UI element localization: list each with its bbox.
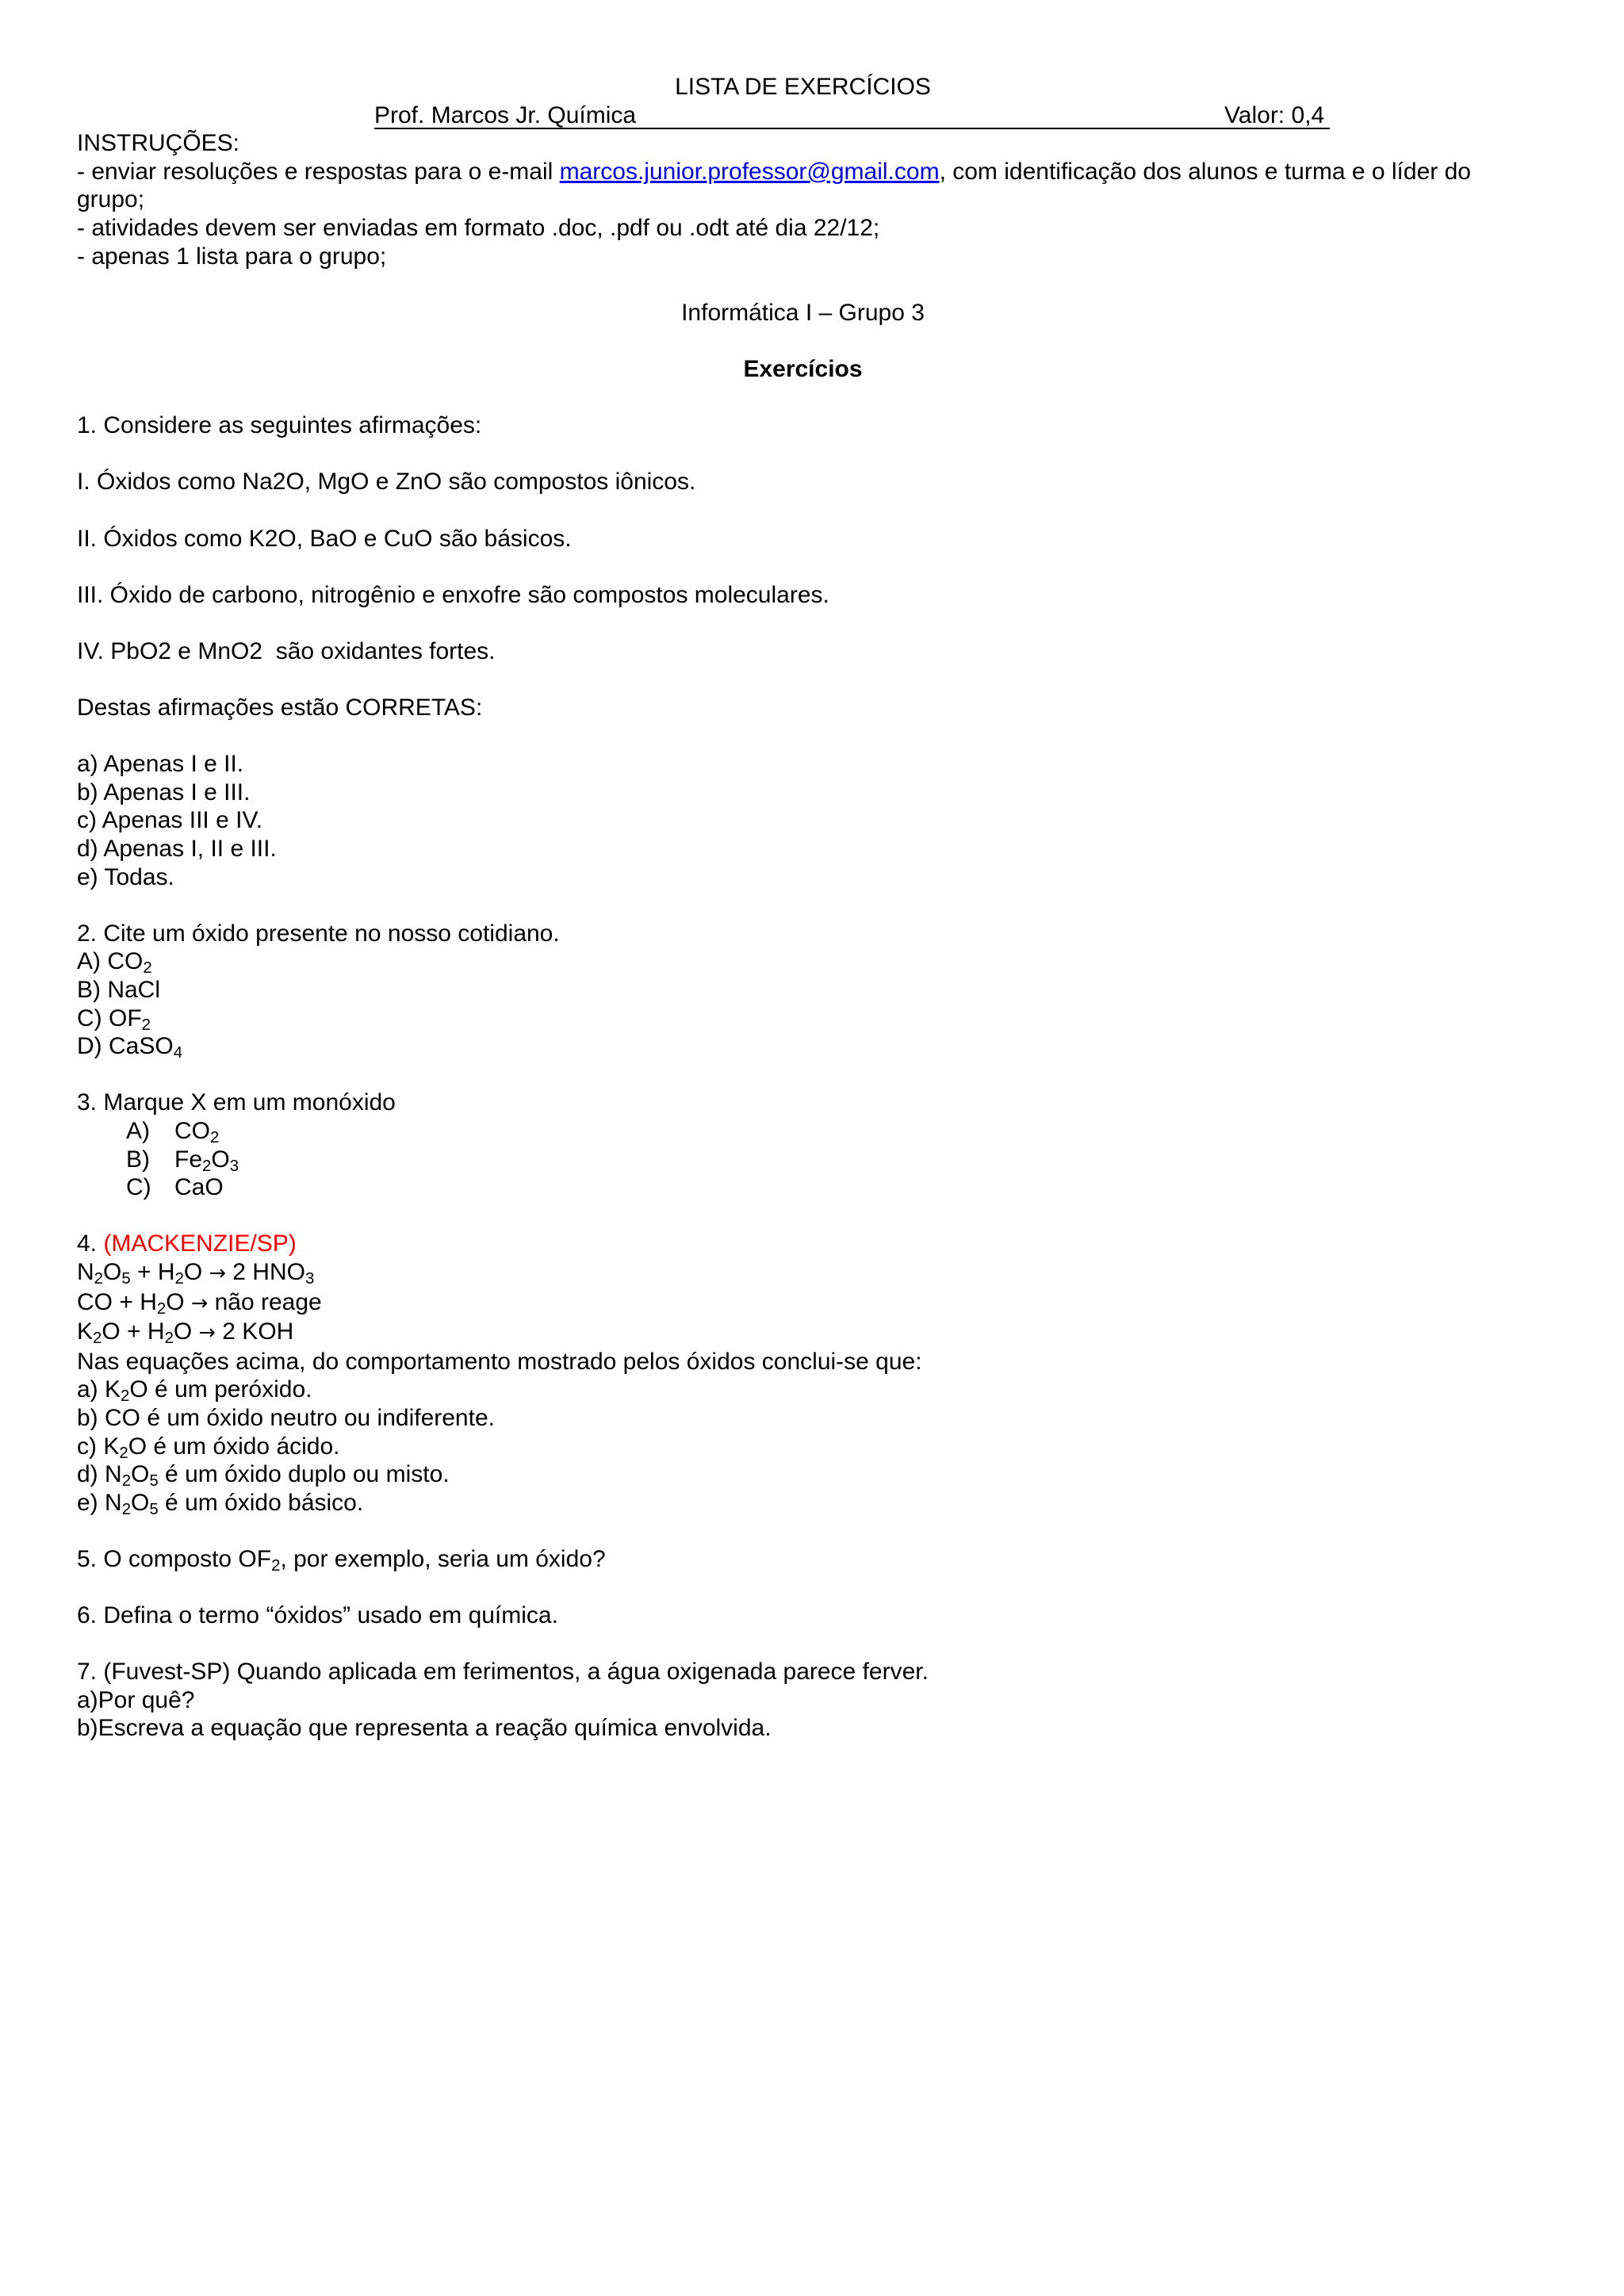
subscript: 2 xyxy=(143,959,152,978)
option-letter: C) xyxy=(126,1174,151,1201)
subscript: 2 xyxy=(202,1157,212,1175)
formula-text: 2 KOH xyxy=(215,1318,294,1345)
q4-equation xyxy=(77,1258,1529,1288)
formula-text: a) K xyxy=(77,1376,121,1403)
q3-options xyxy=(77,1117,1529,1202)
section-title: Exercícios xyxy=(743,355,863,382)
option-letter: B) xyxy=(126,1146,150,1173)
formula-text: D) CaSO xyxy=(77,1033,174,1060)
q4-equation xyxy=(77,1288,1529,1318)
formula-text: O xyxy=(166,1288,191,1315)
formula-text: 2 HNO xyxy=(225,1258,305,1285)
reaction-arrow-icon: → xyxy=(198,1321,216,1345)
subscript: 2 xyxy=(94,1270,104,1288)
q1-statement: III. Óxido de carbono, nitrogênio e enxofre são compostos moleculares. xyxy=(77,581,829,608)
formula-text: O é um óxido ácido. xyxy=(128,1433,340,1460)
formula-text: é um óxido duplo ou misto. xyxy=(158,1461,450,1488)
subscript: 2 xyxy=(93,1330,102,1348)
subscript: 2 xyxy=(121,1472,132,1490)
instructions-heading: INSTRUÇÕES: xyxy=(77,130,240,157)
subscript: 2 xyxy=(121,1387,130,1406)
subscript: 2 xyxy=(156,1299,167,1318)
instruction-line-1-cont: grupo; xyxy=(77,186,145,213)
subscript: 2 xyxy=(164,1330,174,1348)
q1-option: a) Apenas I e II. xyxy=(77,751,244,778)
question-number: 4. xyxy=(77,1230,104,1257)
formula-text: Fe xyxy=(174,1146,203,1173)
header-underline xyxy=(374,128,1330,129)
q4-equation xyxy=(77,1318,1529,1348)
reaction-arrow-icon: → xyxy=(190,1291,209,1315)
subscript: 3 xyxy=(229,1157,239,1175)
formula-text: d) N xyxy=(77,1461,122,1488)
formula-text: O é um peróxido. xyxy=(129,1376,312,1403)
q2-option xyxy=(77,1004,1529,1033)
q7-part-a: a)Por quê? xyxy=(77,1686,195,1713)
subscript: 2 xyxy=(271,1556,281,1575)
document-title: LISTA DE EXERCÍCIOS xyxy=(675,74,931,100)
q1-prompt: 1. Considere as seguintes afirmações: xyxy=(77,412,482,439)
reaction-arrow-icon: → xyxy=(209,1261,226,1285)
q3-option xyxy=(77,1146,1529,1174)
instruction-line-1 xyxy=(77,158,1529,186)
subscript: 5 xyxy=(149,1500,159,1518)
q1-statement: II. Óxidos como K2O, BaO e CuO são básicos. xyxy=(77,525,572,552)
q4-option xyxy=(77,1460,1529,1489)
subscript: 5 xyxy=(121,1270,131,1288)
formula-text: N xyxy=(77,1258,94,1285)
formula-text: CaO xyxy=(174,1174,224,1201)
subscript: 2 xyxy=(119,1444,128,1462)
q4-question: Nas equações acima, do comportamento mostrado pelos óxidos conclui-se que: xyxy=(77,1348,922,1375)
q4-option xyxy=(77,1489,1529,1517)
subscript: 2 xyxy=(210,1129,220,1147)
question-source: (MACKENZIE/SP) xyxy=(103,1230,297,1257)
q2-prompt: 2. Cite um óxido presente no nosso cotidiano. xyxy=(77,920,560,947)
q1-option: b) Apenas I e III. xyxy=(77,779,251,806)
option-letter: A) xyxy=(126,1117,150,1144)
formula-text: O xyxy=(131,1489,150,1516)
q1-statement: I. Óxidos como Na2O, MgO e ZnO são compostos iônicos. xyxy=(77,469,696,496)
subscript: 2 xyxy=(121,1500,132,1518)
formula-text: não reage xyxy=(208,1288,322,1315)
subscript: 4 xyxy=(173,1044,183,1062)
q1-option: d) Apenas I, II e III. xyxy=(77,836,277,863)
q6-prompt: 6. Defina o termo “óxidos” usado em química. xyxy=(77,1602,558,1629)
formula-text: O xyxy=(131,1461,150,1488)
formula-text: O xyxy=(173,1318,199,1345)
instruction-line-3: - apenas 1 lista para o grupo; xyxy=(77,243,387,270)
subscript: 5 xyxy=(149,1472,159,1490)
q5-prompt xyxy=(77,1545,1529,1574)
formula-text: A) CO xyxy=(77,948,144,975)
valor: Valor: 0,4 xyxy=(1224,101,1325,128)
formula-text: e) N xyxy=(77,1489,122,1516)
q4-option xyxy=(77,1433,1529,1461)
formula-text: 5. O composto OF xyxy=(77,1545,272,1572)
q4-heading xyxy=(77,1230,1529,1258)
q4-option xyxy=(77,1376,1529,1404)
subscript: 2 xyxy=(174,1270,184,1288)
q3-option xyxy=(77,1173,1529,1202)
instruction-text: , com identificação dos alunos e turma e o líder do xyxy=(939,158,1471,185)
formula-text: + H xyxy=(130,1258,175,1285)
instruction-text: - enviar resoluções e respostas para o e-mail xyxy=(77,158,560,185)
email-link[interactable]: marcos.junior.professor@gmail.com xyxy=(559,158,940,185)
q1-option: e) Todas. xyxy=(77,863,174,890)
professor-subject: Prof. Marcos Jr. Química xyxy=(374,101,637,128)
q4-option: b) CO é um óxido neutro ou indiferente. xyxy=(77,1404,495,1431)
q1-question: Destas afirmações estão CORRETAS: xyxy=(77,695,483,721)
formula-text: O xyxy=(183,1258,209,1285)
q2-option: B) NaCl xyxy=(77,977,161,1003)
formula-text: O xyxy=(103,1258,122,1285)
q7-part-b: b)Escreva a equação que representa a reação química envolvida. xyxy=(77,1715,772,1742)
group-label: Informática I – Grupo 3 xyxy=(681,299,925,326)
q1-statement: IV. PbO2 e MnO2 são oxidantes fortes. xyxy=(77,637,496,664)
formula-text: K xyxy=(77,1318,94,1345)
header-row xyxy=(77,101,1529,130)
subscript: 2 xyxy=(141,1016,151,1034)
formula-text: C) OF xyxy=(77,1004,142,1031)
formula-text: CO xyxy=(174,1117,210,1144)
formula-text: O + H xyxy=(102,1318,165,1345)
formula-text: é um óxido básico. xyxy=(158,1489,364,1516)
q2-option xyxy=(77,1032,1529,1061)
formula-text: O xyxy=(211,1146,230,1173)
formula-text: CO + H xyxy=(77,1288,157,1315)
q3-prompt: 3. Marque X em um monóxido xyxy=(77,1089,396,1116)
q2-option xyxy=(77,947,1529,976)
formula-text: c) K xyxy=(77,1433,120,1460)
instruction-line-2: - atividades devem ser enviadas em formato .doc, .pdf ou .odt até dia 22/12; xyxy=(77,214,880,241)
q1-option: c) Apenas III e IV. xyxy=(77,807,263,834)
subscript: 3 xyxy=(304,1270,315,1288)
q7-prompt: 7. (Fuvest-SP) Quando aplicada em ferimentos, a água oxigenada parece ferver. xyxy=(77,1659,929,1686)
formula-text: , por exemplo, seria um óxido? xyxy=(280,1545,606,1572)
q3-option xyxy=(77,1117,1529,1146)
